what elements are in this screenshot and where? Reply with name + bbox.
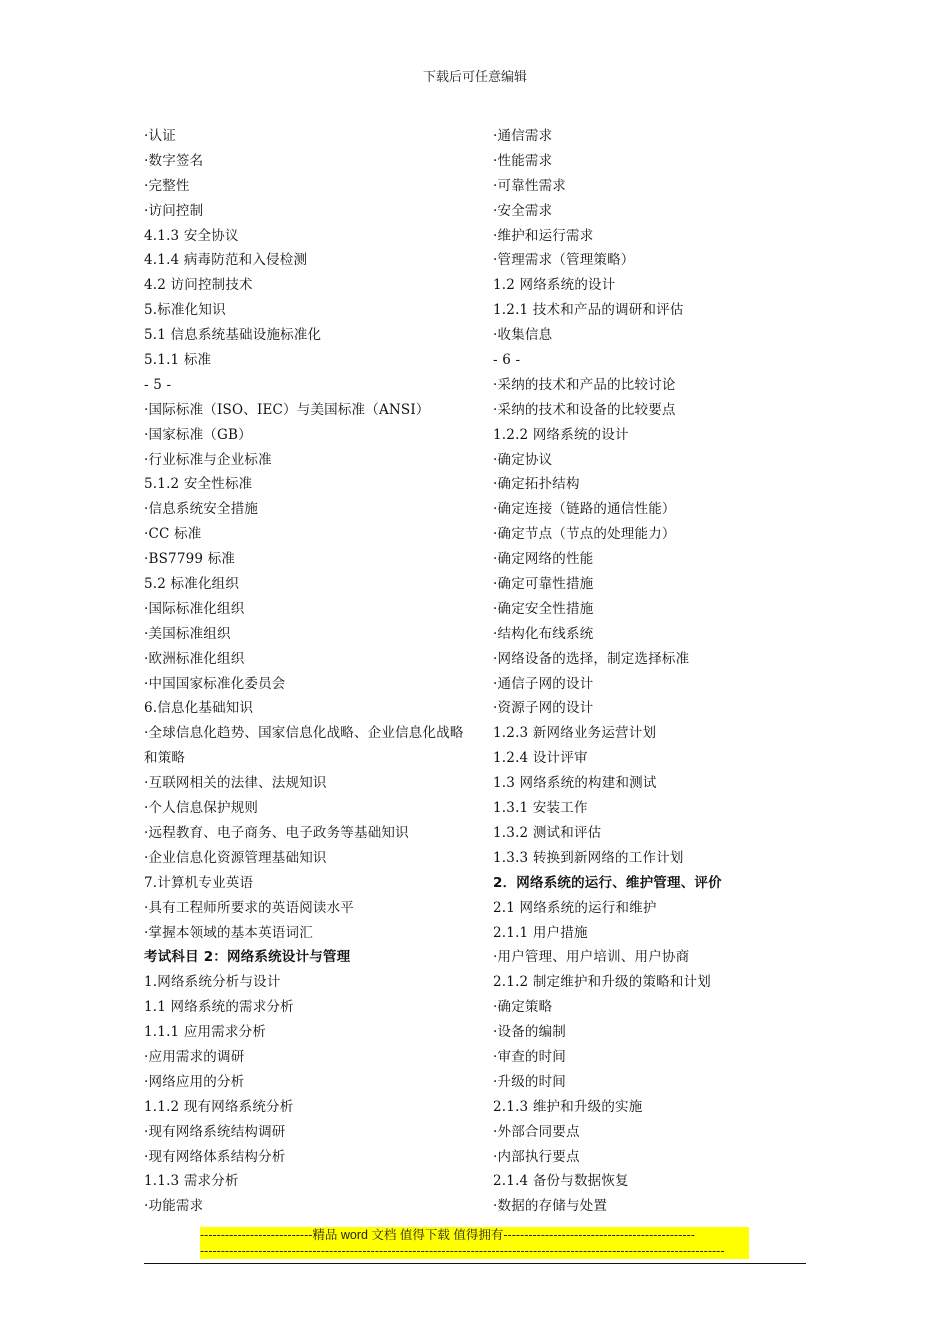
list-item: ·欧洲标准化组织 bbox=[144, 650, 245, 667]
section-heading: 5.1.1 标准 bbox=[144, 352, 212, 369]
list-item: ·维护和运行需求 bbox=[493, 227, 594, 244]
list-item: ·远程教育、电子商务、电子政务等基础知识 bbox=[144, 824, 409, 841]
list-item: ·企业信息化资源管理基础知识 bbox=[144, 849, 327, 866]
list-item: ·认证 bbox=[144, 128, 176, 144]
list-item: ·可靠性需求 bbox=[493, 177, 566, 194]
list-item: ·现有网络体系结构分析 bbox=[144, 1148, 286, 1165]
section-heading: 6.信息化基础知识 bbox=[144, 700, 254, 717]
list-item: ·确定可靠性措施 bbox=[493, 576, 594, 593]
section-heading: 1.3.3 转换到新网络的工作计划 bbox=[493, 849, 684, 866]
list-item: ·采纳的技术和产品的比较讨论 bbox=[493, 376, 676, 393]
list-item: ·网络设备的选择，制定选择标准 bbox=[493, 650, 690, 667]
list-item: ·确定网络的性能 bbox=[493, 551, 594, 568]
list-item: ·国际标准化组织 bbox=[144, 600, 245, 617]
list-item: ·管理需求（管理策略） bbox=[493, 252, 635, 269]
section-heading: 1.2 网络系统的设计 bbox=[493, 277, 616, 294]
list-item: ·收集信息 bbox=[493, 327, 553, 344]
chapter-heading: 2．网络系统的运行、维护管理、评价 bbox=[493, 874, 722, 891]
list-item: ·中国国家标准化委员会 bbox=[144, 675, 286, 692]
section-heading: 5.标准化知识 bbox=[144, 302, 226, 319]
section-heading: 1.3 网络系统的构建和测试 bbox=[493, 775, 657, 792]
list-item: ·通信需求 bbox=[493, 128, 553, 144]
footer-rule bbox=[144, 1263, 806, 1264]
section-heading: 1.1.1 应用需求分析 bbox=[144, 1024, 267, 1041]
section-heading: 1.1.2 现有网络系统分析 bbox=[144, 1098, 294, 1115]
list-item: ·访问控制 bbox=[144, 202, 204, 219]
section-heading: 1.2.1 技术和产品的调研和评估 bbox=[493, 302, 684, 319]
right-column bbox=[493, 124, 833, 1219]
list-item: ·CC 标准 bbox=[144, 526, 202, 543]
list-item: ·信息系统安全措施 bbox=[144, 501, 259, 518]
section-heading: 2.1.4 备份与数据恢复 bbox=[493, 1173, 629, 1190]
section-heading: 1.3.1 安装工作 bbox=[493, 800, 588, 817]
list-item: ·美国标准组织 bbox=[144, 625, 231, 642]
list-item: ·现有网络系统结构调研 bbox=[144, 1123, 286, 1140]
left-column bbox=[144, 124, 484, 1219]
section-heading: 2.1.2 制定维护和升级的策略和计划 bbox=[493, 974, 711, 991]
list-item: ·内部执行要点 bbox=[493, 1148, 580, 1165]
section-heading: 4.2 访问控制技术 bbox=[144, 277, 253, 294]
list-item: ·结构化布线系统 bbox=[493, 625, 594, 642]
list-item: ·用户管理、用户培训、用户协商 bbox=[493, 949, 690, 966]
page-header: 下载后可任意编辑 bbox=[422, 70, 527, 85]
section-heading: 1.网络系统分析与设计 bbox=[144, 974, 281, 991]
list-item: ·确定节点（节点的处理能力） bbox=[493, 526, 676, 543]
list-item: ·设备的编制 bbox=[493, 1024, 566, 1041]
list-item: ·国际标准（ISO、IEC）与美国标准（ANSI） bbox=[144, 401, 430, 418]
section-heading: 2.1 网络系统的运行和维护 bbox=[493, 899, 657, 916]
section-heading: 1.2.2 网络系统的设计 bbox=[493, 426, 629, 443]
exam-subject-heading: 考试科目 2：网络系统设计与管理 bbox=[144, 949, 351, 966]
section-heading: 2.1.1 用户措施 bbox=[493, 924, 588, 941]
list-item: ·通信子网的设计 bbox=[493, 675, 594, 692]
list-item: ·数据的存储与处置 bbox=[493, 1198, 608, 1215]
footer-banner-line: ------------------------------------------------------------------------------------------------------------------------------ bbox=[200, 1244, 725, 1258]
section-heading: 2.1.3 维护和升级的实施 bbox=[493, 1098, 643, 1115]
list-item: ·功能需求 bbox=[144, 1198, 204, 1215]
list-item: ·行业标准与企业标准 bbox=[144, 451, 272, 468]
list-item: ·确定安全性措施 bbox=[493, 600, 594, 617]
list-item: ·确定拓扑结构 bbox=[493, 476, 580, 493]
list-item: ·性能需求 bbox=[493, 152, 553, 169]
footer-banner bbox=[200, 1227, 749, 1259]
section-heading: 5.1 信息系统基础设施标准化 bbox=[144, 327, 322, 344]
section-heading: 1.2.3 新网络业务运营计划 bbox=[493, 725, 657, 742]
section-heading: 5.2 标准化组织 bbox=[144, 576, 240, 593]
list-item: ·外部合同要点 bbox=[493, 1123, 580, 1140]
section-heading: 1.1.3 需求分析 bbox=[144, 1173, 239, 1190]
list-item: ·网络应用的分析 bbox=[144, 1073, 245, 1090]
list-item: ·个人信息保护规则 bbox=[144, 800, 259, 817]
section-heading: 1.3.2 测试和评估 bbox=[493, 824, 602, 841]
section-heading: 1.1 网络系统的需求分析 bbox=[144, 999, 294, 1016]
section-heading: 4.1.3 安全协议 bbox=[144, 227, 239, 244]
list-item: ·数字签名 bbox=[144, 152, 204, 169]
list-item: ·采纳的技术和设备的比较要点 bbox=[493, 401, 676, 418]
list-item: ·应用需求的调研 bbox=[144, 1048, 245, 1065]
list-item: ·互联网相关的法律、法规知识 bbox=[144, 775, 327, 792]
page-number: - 5 - bbox=[144, 376, 172, 393]
list-item: ·升级的时间 bbox=[493, 1073, 566, 1090]
section-heading: 1.2.4 设计评审 bbox=[493, 750, 588, 767]
section-heading: 5.1.2 安全性标准 bbox=[144, 476, 253, 493]
section-heading: 4.1.4 病毒防范和入侵检测 bbox=[144, 252, 308, 269]
list-item: ·BS7799 标准 bbox=[144, 551, 236, 568]
list-item: ·具有工程师所要求的英语阅读水平 bbox=[144, 899, 354, 916]
list-item: ·资源子网的设计 bbox=[493, 700, 594, 717]
list-item: ·确定连接（链路的通信性能） bbox=[493, 501, 676, 518]
list-item: ·完整性 bbox=[144, 177, 190, 194]
footer-banner-line: ---------------------------精品 word 文档 值得下载 值得拥有---------------------------------------------- bbox=[200, 1228, 695, 1242]
list-item: ·安全需求 bbox=[493, 202, 553, 219]
list-item: ·确定协议 bbox=[493, 451, 553, 468]
list-item: ·掌握本领域的基本英语词汇 bbox=[144, 924, 313, 941]
page-number: - 6 - bbox=[493, 352, 521, 369]
list-item: ·全球信息化趋势、国家信息化战略、企业信息化战略和策略 bbox=[144, 725, 464, 767]
list-item: ·确定策略 bbox=[493, 999, 553, 1016]
list-item: ·审查的时间 bbox=[493, 1048, 566, 1065]
list-item: ·国家标准（GB） bbox=[144, 426, 252, 443]
section-heading: 7.计算机专业英语 bbox=[144, 874, 254, 891]
